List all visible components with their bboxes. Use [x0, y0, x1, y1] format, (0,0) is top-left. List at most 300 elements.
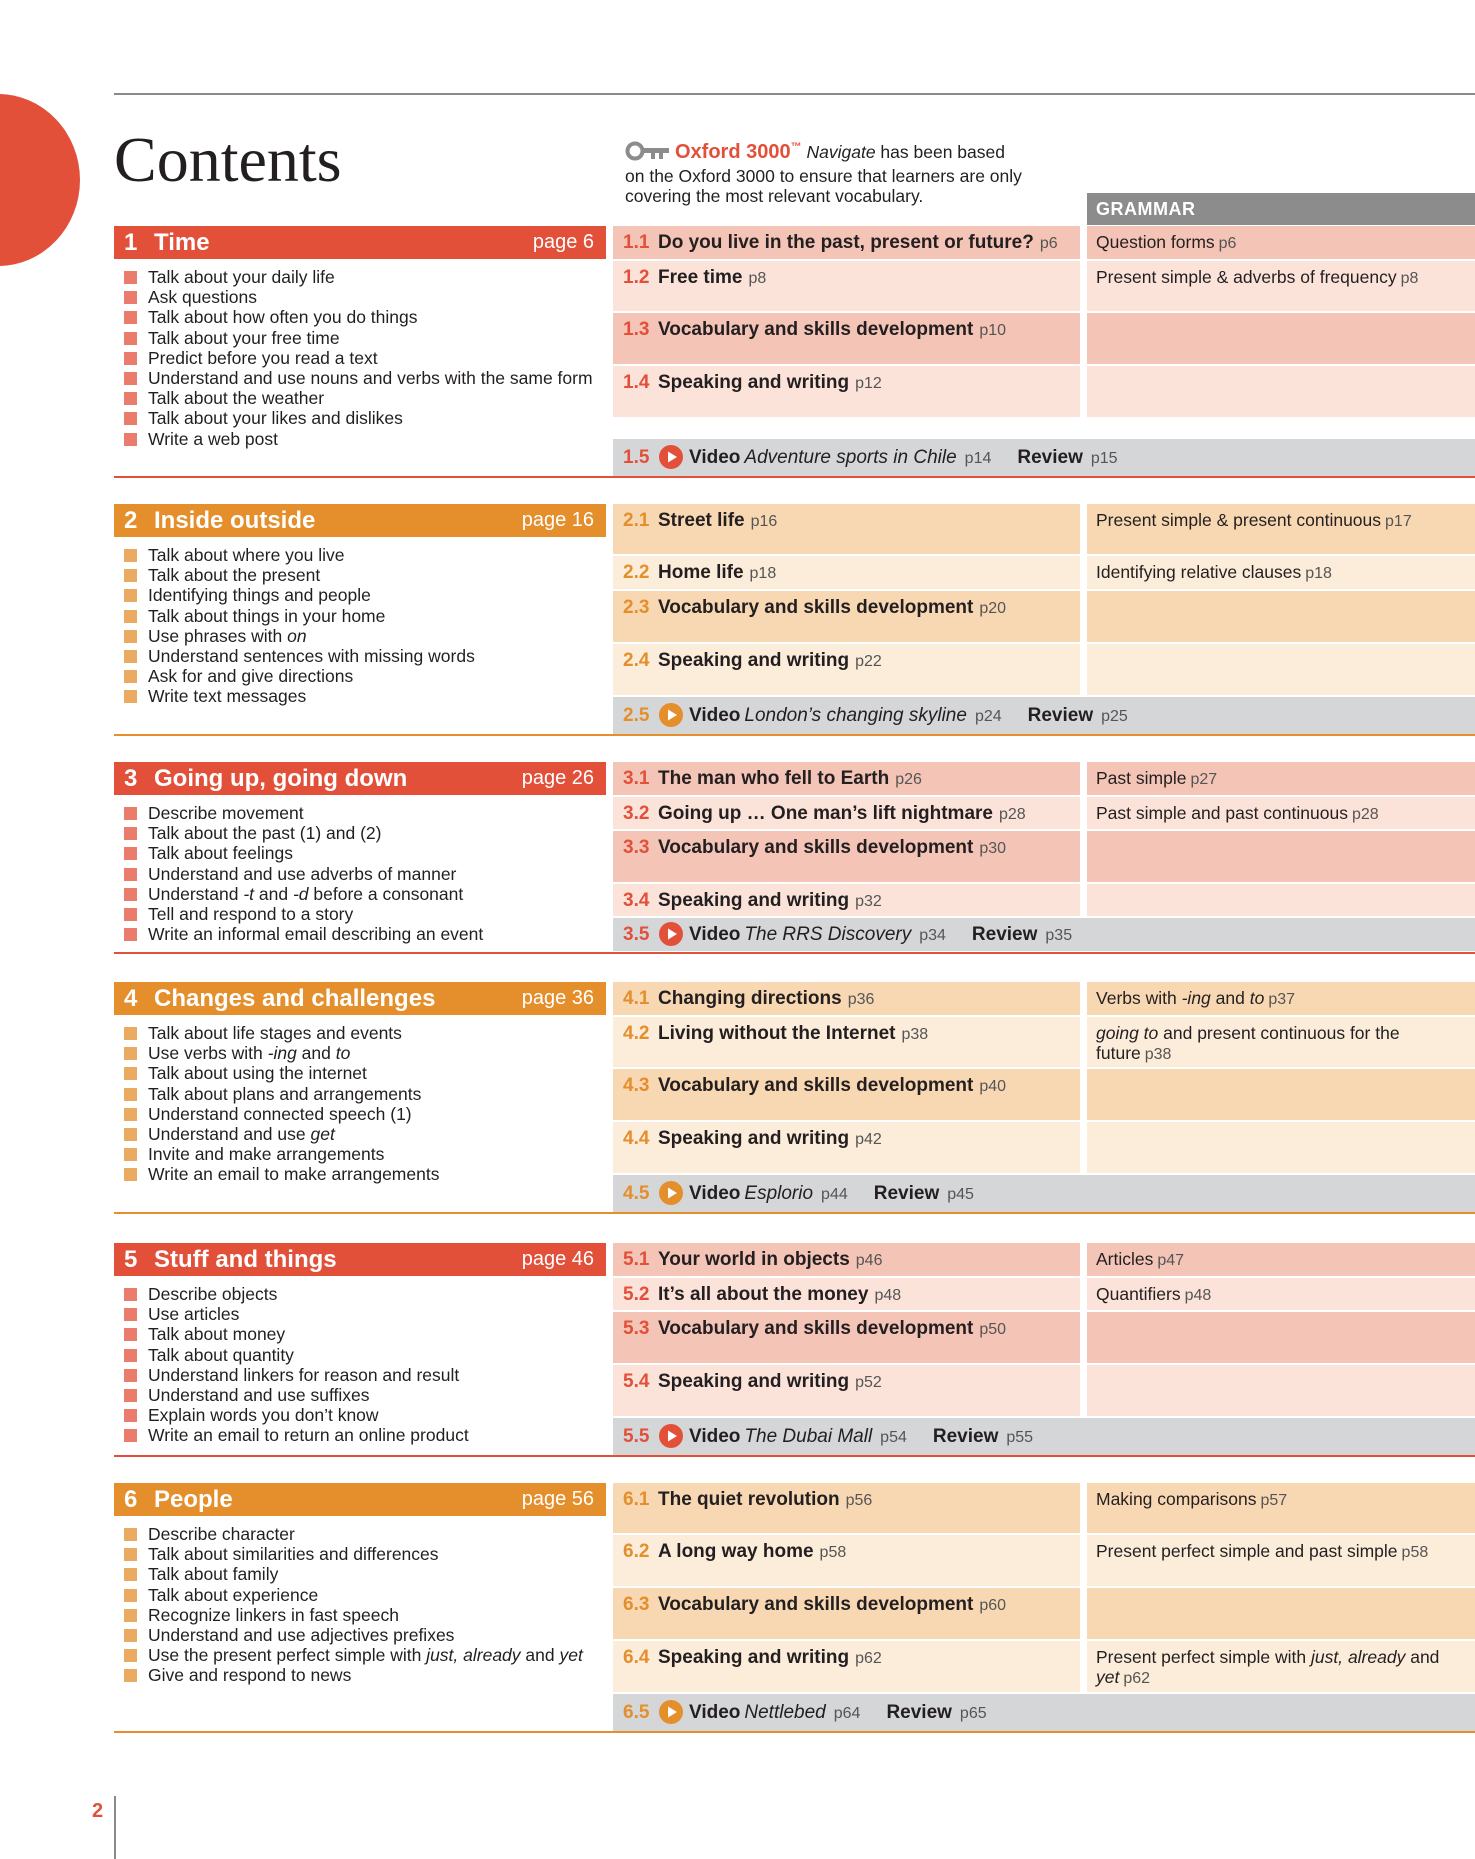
- lesson-cell[interactable]: [613, 313, 1080, 364]
- lesson-title[interactable]: [658, 591, 1006, 626]
- lesson-page: p22: [855, 653, 882, 670]
- lesson-cell[interactable]: [613, 1365, 1080, 1416]
- lesson-page: p26: [895, 771, 922, 788]
- video-review-row: [613, 1694, 1475, 1731]
- video-line[interactable]: [659, 1420, 1033, 1455]
- grammar-text-part: Identifying relative clauses: [1096, 562, 1302, 582]
- objective-text: Predict before you read a text: [148, 347, 378, 368]
- objective-text: Use articles: [148, 1304, 240, 1325]
- video-review-row: [613, 439, 1475, 476]
- page-title: Contents: [114, 124, 342, 195]
- objective-text: Write text messages: [148, 686, 307, 707]
- page-number-rule: [114, 1796, 116, 1859]
- grammar-column-heading: GRAMMAR: [1087, 193, 1475, 225]
- lesson-grid: [613, 504, 1475, 734]
- lesson-title-text: Going up … One man’s lift nightmare: [658, 803, 993, 824]
- lesson-cell[interactable]: [613, 982, 1080, 1015]
- objective-item: [122, 1023, 606, 1043]
- lesson-title-text: Vocabulary and skills development: [658, 319, 974, 340]
- lesson-cell[interactable]: [613, 261, 1080, 311]
- video-line[interactable]: [659, 1696, 987, 1731]
- grammar-text-part: -ing: [1181, 988, 1211, 1008]
- lesson-page: p50: [979, 1321, 1007, 1338]
- objective-item: [122, 1063, 606, 1083]
- lesson-row: [613, 1483, 1475, 1533]
- lesson-row: [613, 797, 1475, 829]
- grammar-text-part: yet: [1096, 1667, 1120, 1687]
- objective-text: to: [335, 1043, 351, 1064]
- lesson-number: 5.1: [623, 1249, 650, 1270]
- video-page: p54: [880, 1428, 907, 1446]
- lesson-number: 3.1: [623, 768, 650, 789]
- lesson-page: p36: [847, 991, 875, 1008]
- lesson-page: p32: [855, 893, 882, 910]
- objective-text: Talk about feelings: [148, 843, 293, 864]
- lesson-number: 3.2: [623, 803, 650, 824]
- objective-text: Talk about plans and arrangements: [148, 1083, 422, 1104]
- lesson-title[interactable]: [658, 1312, 1006, 1347]
- lesson-page: p38: [901, 1026, 929, 1043]
- grammar-cell: [1087, 884, 1475, 916]
- bullet-square-icon: [124, 928, 137, 941]
- objective-text: -d: [292, 883, 309, 904]
- lesson-page: p40: [979, 1078, 1007, 1095]
- bullet-square-icon: [124, 1328, 137, 1341]
- unit-objectives: [122, 1023, 606, 1185]
- video-line[interactable]: [659, 441, 1118, 476]
- objective-text: Use phrases with: [148, 625, 288, 646]
- bullet-square-icon: [124, 291, 137, 304]
- lesson-title[interactable]: [658, 1017, 928, 1052]
- objective-item: [122, 1585, 606, 1605]
- grammar-text-part: Articles: [1096, 1249, 1154, 1269]
- bullet-square-icon: [124, 690, 137, 703]
- lesson-title[interactable]: [658, 1243, 882, 1278]
- objective-text: Talk about the past (1) and (2): [148, 823, 382, 844]
- play-icon[interactable]: [659, 445, 683, 469]
- grammar-text: [1096, 232, 1467, 254]
- lesson-page: p10: [979, 322, 1007, 339]
- objective-text: Understand and use adverbs of manner: [148, 863, 457, 884]
- lesson-title[interactable]: [658, 982, 874, 1017]
- lesson-row: [613, 591, 1475, 642]
- unit-header: [114, 762, 606, 795]
- grammar-page: p57: [1260, 1492, 1288, 1509]
- lesson-number: 1.2: [623, 267, 650, 288]
- lesson-page: p52: [855, 1374, 882, 1391]
- review-label[interactable]: Review: [886, 1701, 952, 1723]
- lesson-number: 6.3: [623, 1594, 650, 1615]
- lesson-cell[interactable]: [613, 1069, 1080, 1120]
- lesson-row: [613, 1365, 1475, 1416]
- objective-item: [122, 1564, 606, 1584]
- objective-text: Write an informal email describing an event: [148, 924, 484, 945]
- lesson-title[interactable]: [658, 1122, 882, 1157]
- lesson-title[interactable]: [658, 1483, 872, 1518]
- lesson-title[interactable]: [658, 556, 776, 591]
- bullet-square-icon: [124, 1148, 137, 1161]
- lesson-title-text: Speaking and writing: [658, 650, 850, 671]
- lesson-row: [613, 1243, 1475, 1276]
- lesson-cell[interactable]: [613, 644, 1080, 695]
- bullet-square-icon: [124, 1409, 137, 1422]
- bullet-square-icon: [124, 827, 137, 840]
- unit-bottom-rule: [114, 1212, 1475, 1214]
- lesson-title[interactable]: [658, 644, 882, 679]
- grammar-page: p28: [1351, 806, 1379, 823]
- grammar-cell: [1087, 504, 1475, 554]
- lesson-title[interactable]: [658, 1069, 1006, 1104]
- review-label[interactable]: Review: [1027, 704, 1094, 726]
- review-label[interactable]: Review: [1017, 446, 1083, 468]
- lesson-title[interactable]: [658, 1641, 882, 1676]
- unit-title: Going up, going down: [154, 765, 408, 792]
- grammar-text: [1096, 1541, 1467, 1563]
- video-label: Video: [689, 446, 741, 468]
- lesson-number: 2.2: [623, 562, 650, 583]
- grammar-text-part: Quantifiers: [1096, 1284, 1181, 1304]
- grammar-text: [1096, 510, 1467, 532]
- grammar-cell: [1087, 261, 1475, 311]
- video-line[interactable]: [659, 918, 1072, 953]
- lesson-cell[interactable]: [613, 831, 1080, 882]
- video-page: p44: [821, 1185, 848, 1203]
- bullet-square-icon: [124, 392, 137, 405]
- unit-bottom-rule: [114, 476, 1475, 478]
- lesson-title-text: Vocabulary and skills development: [658, 1594, 974, 1615]
- lesson-title[interactable]: [658, 797, 1026, 832]
- grammar-cell: [1087, 831, 1475, 882]
- lesson-row: [613, 1312, 1475, 1363]
- lesson-row: [613, 1588, 1475, 1639]
- video-page: p24: [974, 707, 1002, 725]
- grammar-page: p62: [1123, 1670, 1151, 1687]
- lesson-title-text: The quiet revolution: [658, 1489, 840, 1510]
- video-title: Nettlebed: [744, 1701, 826, 1723]
- video-review-row: [613, 697, 1475, 734]
- bullet-square-icon: [124, 352, 137, 365]
- unit-objectives: [122, 1284, 606, 1446]
- unit-number: 3: [124, 765, 138, 792]
- grammar-text: [1096, 1284, 1467, 1306]
- objective-item: [122, 1365, 606, 1385]
- lesson-cell[interactable]: [613, 762, 1080, 795]
- objective-text: Understand and use nouns and verbs with the same form: [148, 368, 593, 389]
- lesson-row: [613, 1278, 1475, 1310]
- bullet-square-icon: [124, 1288, 137, 1301]
- unit-header: [114, 226, 606, 259]
- lesson-number: 6.1: [623, 1489, 650, 1510]
- lesson-title[interactable]: [658, 762, 922, 797]
- lesson-page: p6: [1039, 235, 1058, 252]
- grammar-page: p37: [1268, 991, 1296, 1008]
- objective-text: Talk about family: [148, 1564, 279, 1585]
- bullet-square-icon: [124, 1568, 137, 1581]
- objective-item: [122, 843, 606, 863]
- video-line[interactable]: [659, 1177, 974, 1212]
- lesson-page: p56: [845, 1492, 873, 1509]
- grammar-cell: [1087, 1365, 1475, 1416]
- oxford-line2: on the Oxford 3000 to ensure that learners are only: [625, 166, 1022, 186]
- grammar-text-part: going to: [1096, 1023, 1159, 1043]
- objective-item: [122, 388, 606, 408]
- bullet-square-icon: [124, 311, 137, 324]
- lesson-cell[interactable]: [613, 1243, 1080, 1276]
- objective-text: Talk about your daily life: [148, 267, 335, 287]
- lesson-cell[interactable]: [613, 1483, 1080, 1533]
- bullet-square-icon: [124, 372, 137, 385]
- bullet-square-icon: [124, 1669, 137, 1682]
- review-label[interactable]: Review: [932, 1425, 999, 1447]
- grammar-text-part: to: [1249, 988, 1265, 1008]
- objective-text: Talk about life stages and events: [148, 1023, 402, 1043]
- video-title: London’s changing skyline: [744, 704, 967, 726]
- grammar-cell: [1087, 797, 1475, 829]
- lesson-row: [613, 1017, 1475, 1067]
- video-title: Esplorio: [744, 1182, 814, 1204]
- grammar-text-part: already: [1347, 1647, 1406, 1667]
- objective-text: Tell and respond to a story: [148, 904, 354, 925]
- lesson-row: [613, 1535, 1475, 1586]
- oxford-line3: covering the most relevant vocabulary.: [625, 186, 924, 206]
- unit-header: [114, 1243, 606, 1276]
- objective-item: [122, 1304, 606, 1324]
- objective-item: [122, 408, 606, 428]
- lesson-number: 2.4: [623, 650, 650, 671]
- bullet-square-icon: [124, 589, 137, 602]
- lesson-cell[interactable]: [613, 1588, 1080, 1639]
- unit-3: [114, 762, 1475, 954]
- grammar-cell: [1087, 591, 1475, 642]
- bullet-square-icon: [124, 412, 137, 425]
- grammar-text-part: Past simple: [1096, 768, 1187, 788]
- video-label: Video: [689, 1182, 741, 1204]
- objective-text: Identifying things and people: [148, 585, 371, 606]
- unit-number: 2: [124, 507, 138, 534]
- grammar-cell: [1087, 366, 1475, 417]
- review-label[interactable]: Review: [873, 1182, 940, 1204]
- lesson-row: [613, 831, 1475, 882]
- objective-item: [122, 429, 606, 449]
- objective-text: Understand connected speech (1): [148, 1103, 412, 1124]
- objective-text: Talk about your free time: [148, 327, 340, 348]
- lesson-title-text: Vocabulary and skills development: [658, 1075, 974, 1096]
- video-review-row: [613, 918, 1475, 951]
- lesson-title[interactable]: [658, 831, 1006, 866]
- grammar-text-part: just,: [1310, 1647, 1344, 1667]
- objective-text: Talk about money: [148, 1324, 286, 1345]
- objective-text: Understand: [148, 883, 244, 904]
- objective-text: Talk about quantity: [148, 1344, 294, 1365]
- unit-header: [114, 982, 606, 1015]
- grammar-cell: [1087, 1017, 1475, 1067]
- objective-text: Write an email to return an online product: [148, 1425, 469, 1446]
- play-icon[interactable]: [659, 703, 683, 727]
- lesson-cell[interactable]: [613, 1535, 1080, 1586]
- review-page: p55: [1006, 1428, 1034, 1446]
- unit-page: page 26: [521, 767, 594, 789]
- objective-item: [122, 1324, 606, 1344]
- objective-item: [122, 287, 606, 307]
- play-icon[interactable]: [659, 1181, 683, 1205]
- unit-objectives: [122, 1524, 606, 1686]
- lesson-number: 4.3: [623, 1075, 650, 1096]
- objective-item: [122, 1524, 606, 1544]
- objective-item: [122, 606, 606, 626]
- lesson-number: 6.2: [623, 1541, 650, 1562]
- lesson-title[interactable]: [658, 313, 1006, 348]
- objective-item: [122, 348, 606, 368]
- lesson-number: 5.4: [623, 1371, 650, 1392]
- grammar-page: p27: [1190, 771, 1218, 788]
- lesson-cell[interactable]: [613, 366, 1080, 417]
- unit-title: Time: [154, 229, 210, 256]
- lesson-row: [613, 762, 1475, 795]
- unit-page: page 36: [521, 987, 594, 1009]
- lesson-grid: [613, 1243, 1475, 1455]
- bullet-square-icon: [124, 1629, 137, 1642]
- lesson-title[interactable]: [658, 261, 766, 296]
- oxford-3000-note: [625, 137, 1065, 206]
- unit-objectives: [122, 803, 606, 944]
- page-number: 2: [92, 1800, 104, 1822]
- lesson-title-text: Free time: [658, 267, 743, 288]
- objective-item: [122, 368, 606, 388]
- video-review-row: [613, 1418, 1475, 1455]
- lesson-title-text: Do you live in the past, present or future?: [658, 232, 1034, 253]
- lesson-title-text: Living without the Internet: [658, 1023, 896, 1044]
- play-icon[interactable]: [659, 922, 683, 946]
- grammar-cell: [1087, 556, 1475, 589]
- objective-text: Talk about using the internet: [148, 1063, 367, 1084]
- grammar-page: p38: [1144, 1046, 1172, 1063]
- lesson-title-text: A long way home: [658, 1541, 814, 1562]
- grammar-cell: [1087, 982, 1475, 1015]
- objective-item: [122, 1405, 606, 1425]
- objective-text: Talk about where you live: [148, 545, 345, 565]
- objective-text: Talk about your likes and dislikes: [148, 408, 403, 429]
- lesson-number: 4.4: [623, 1128, 650, 1149]
- bullet-square-icon: [124, 549, 137, 562]
- lesson-cell[interactable]: [613, 884, 1080, 916]
- lesson-row: [613, 1641, 1475, 1692]
- lesson-row: [613, 644, 1475, 695]
- grammar-cell: [1087, 1243, 1475, 1276]
- lesson-page: p18: [749, 565, 777, 582]
- unit-bottom-rule: [114, 1731, 1475, 1733]
- video-title: Adventure sports in Chile: [744, 446, 957, 468]
- lesson-row: [613, 982, 1475, 1015]
- play-icon[interactable]: [659, 1424, 683, 1448]
- objective-text: get: [310, 1124, 335, 1145]
- lesson-cell[interactable]: [613, 797, 1080, 829]
- grammar-page: p17: [1385, 513, 1412, 530]
- lesson-title[interactable]: [658, 226, 1058, 261]
- lesson-title-text: Changing directions: [658, 988, 842, 1009]
- bullet-square-icon: [124, 433, 137, 446]
- unit-number: 1: [124, 229, 138, 256]
- bullet-square-icon: [124, 1369, 137, 1382]
- video-label: Video: [689, 1425, 741, 1447]
- video-line[interactable]: [659, 699, 1128, 734]
- grammar-cell: [1087, 313, 1475, 364]
- lesson-title[interactable]: [658, 1588, 1006, 1623]
- objective-text: Understand and use: [148, 1124, 311, 1145]
- lesson-title-text: The man who fell to Earth: [658, 768, 890, 789]
- lesson-grid: [613, 762, 1475, 952]
- lesson-cell[interactable]: [613, 1017, 1080, 1067]
- objective-text: Talk about things in your home: [148, 605, 386, 626]
- video-label: Video: [689, 923, 741, 945]
- lesson-page: p30: [979, 840, 1007, 857]
- objective-text: and: [520, 1645, 560, 1666]
- lesson-page: p28: [998, 806, 1026, 823]
- lesson-cell[interactable]: [613, 226, 1080, 259]
- lesson-number: 4.2: [623, 1023, 650, 1044]
- lesson-row: [613, 556, 1475, 589]
- lesson-title[interactable]: [658, 1535, 846, 1570]
- lesson-title[interactable]: [658, 504, 777, 539]
- lesson-title-text: Speaking and writing: [658, 1128, 850, 1149]
- lesson-title[interactable]: [658, 366, 882, 401]
- unit-title: People: [154, 1486, 233, 1513]
- objective-item: [122, 1104, 606, 1124]
- lesson-cell[interactable]: [613, 1278, 1080, 1310]
- bullet-square-icon: [124, 1649, 137, 1662]
- lesson-cell[interactable]: [613, 1641, 1080, 1692]
- bullet-square-icon: [124, 1349, 137, 1362]
- lesson-cell[interactable]: [613, 1312, 1080, 1363]
- lesson-row: [613, 1122, 1475, 1173]
- lesson-cell[interactable]: [613, 591, 1080, 642]
- unit-number: 6: [124, 1486, 138, 1513]
- bullet-square-icon: [124, 1027, 137, 1040]
- objective-item: [122, 1645, 606, 1665]
- objective-text: -ing: [267, 1043, 297, 1064]
- unit-bottom-rule: [114, 1455, 1475, 1457]
- unit-5: [114, 1243, 1475, 1457]
- objective-text: Understand sentences with missing words: [148, 646, 475, 667]
- lesson-page: p12: [855, 375, 882, 392]
- lesson-cell[interactable]: [613, 556, 1080, 589]
- objective-text: Explain words you don’t know: [148, 1405, 379, 1426]
- objective-text: Understand linkers for reason and result: [148, 1364, 460, 1385]
- bullet-square-icon: [124, 332, 137, 345]
- bullet-square-icon: [124, 1528, 137, 1541]
- bullet-square-icon: [124, 1108, 137, 1121]
- grammar-text: [1096, 1023, 1467, 1065]
- grammar-text: [1096, 988, 1467, 1010]
- objective-item: [122, 545, 606, 565]
- lesson-cell[interactable]: [613, 1122, 1080, 1173]
- lesson-title[interactable]: [658, 1278, 901, 1313]
- grammar-text-part: Present perfect simple and past simple: [1096, 1541, 1398, 1561]
- video-lesson-number: 3.5: [623, 923, 650, 945]
- grammar-cell: [1087, 1312, 1475, 1363]
- play-icon[interactable]: [659, 1700, 683, 1724]
- lesson-page: p8: [748, 270, 767, 287]
- bullet-square-icon: [124, 630, 137, 643]
- lesson-number: 6.4: [623, 1647, 650, 1668]
- bullet-square-icon: [124, 1389, 137, 1402]
- grammar-page: p6: [1218, 235, 1237, 252]
- objective-item: [122, 1625, 606, 1645]
- lesson-cell[interactable]: [613, 504, 1080, 554]
- review-label[interactable]: Review: [971, 923, 1038, 945]
- lesson-title[interactable]: [658, 884, 882, 919]
- grammar-text-part: Past simple and past continuous: [1096, 803, 1348, 823]
- lesson-title[interactable]: [658, 1365, 882, 1400]
